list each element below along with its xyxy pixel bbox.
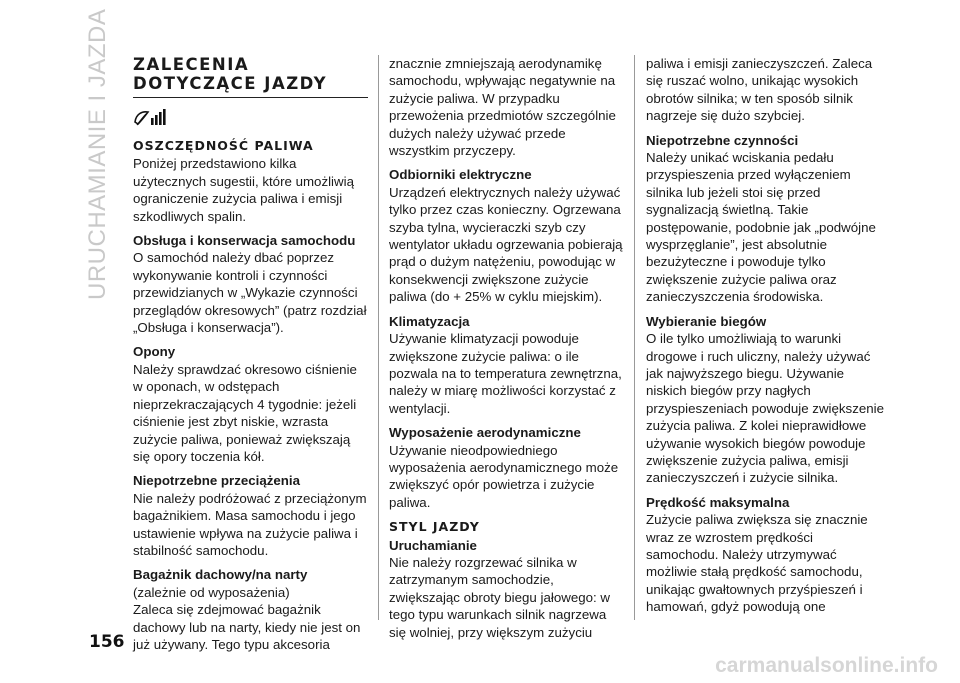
paragraph: Używanie nieodpowiedniego wyposażenia aerodynamicznego może zwiększyć opór powietrza i zużycie paliwa. bbox=[389, 442, 619, 510]
subheading: Wybieranie biegów bbox=[646, 313, 767, 329]
subheading: Niepotrzebne przeciążenia bbox=[133, 473, 300, 489]
paragraph: O samochód należy dbać poprzez wykonywanie kontroli i czynności przewidzianych w „Wykazie czynności przeglądów okresowych” (patrz rozdział „Obsługa i konserwacja”). bbox=[133, 250, 367, 336]
paragraph: paliwa i emisji zanieczyszczeń. Zaleca się ruszać wolno, unikając wysokich obrotów silnika; w ten sposób silnik nagrzeje się dużo szybciej. bbox=[646, 56, 873, 124]
eco-drive-icon bbox=[133, 107, 167, 129]
paragraph-note: (zależnie od wyposażenia) bbox=[133, 584, 290, 600]
subheading: Bagażnik dachowy/na narty bbox=[133, 567, 308, 583]
paragraph: Używanie klimatyzacji powoduje zwiększone zużycie paliwa: o ile pozwala na to temperatura zewnętrzna, należy w miarę możliwości korzystać z wentylacji. bbox=[389, 331, 622, 416]
page-title-line-1: ZALECENIA bbox=[133, 55, 250, 74]
page-title-line-2: DOTYCZĄCE JAZDY bbox=[133, 74, 328, 93]
column-2 bbox=[389, 55, 624, 648]
subheading: Obsługa i konserwacja samochodu bbox=[133, 233, 356, 249]
page-number: 156 bbox=[89, 632, 125, 652]
subheading: Niepotrzebne czynności bbox=[646, 132, 799, 148]
subheading: Prędkość maksymalna bbox=[646, 494, 790, 510]
subheading: Klimatyzacja bbox=[389, 313, 470, 329]
paragraph: Zaleca się zdejmować bagażnik dachowy lub na narty, kiedy nie jest on już używany. Tego typu akcesoria bbox=[133, 602, 361, 652]
paragraph: Urządzeń elektrycznych należy używać tylko przez czas konieczny. Ogrzewana szyba tylna, wycieraczki szyb czy wentylator układu ogrzewania pobierają prąd o dużym natężeniu, powodując w konsekwencji zwiększone zużycie paliwa (do + 25% w cyklu miejskim). bbox=[389, 184, 623, 305]
column-3 bbox=[646, 55, 886, 623]
paragraph: Nie należy rozgrzewać silnika w zatrzymanym samochodzie, zwiększając obroty biegu jałowego: w tego typu warunkach silnik nagrzewa się wolniej, przy większym zużyciu bbox=[389, 554, 610, 640]
subheading: Opony bbox=[133, 344, 176, 360]
column-1 bbox=[133, 55, 368, 660]
section-heading: OSZCZĘDNOŚĆ PALIWA bbox=[133, 138, 314, 153]
subheading: Odbiorniki elektryczne bbox=[389, 167, 532, 183]
subheading: Wyposażenie aerodynamiczne bbox=[389, 425, 581, 441]
paragraph: Nie należy podróżować z przeciążonym bagażnikiem. Masa samochodu i jego ustawienie wpływa na zużycie paliwa i stabilność samochodu. bbox=[133, 490, 367, 558]
paragraph: Zużycie paliwa zwiększa się znacznie wraz ze wzrostem prędkości samochodu. Należy utrzymywać możliwie stałą prędkość samochodu, unikając gwałtownych przyśpieszeń i hamowań, gdyż powodują one bbox=[646, 512, 868, 615]
paragraph: O ile tylko umożliwiają to warunki drogowe i ruch uliczny, należy używać jak najwyższego biegu. Używanie niskich biegów przy nagłych przyspieszeniach powoduje zwiększenie zużycia paliwa. Z kolei nieprawidłowe używanie wysokich biegów powoduje zwiększenie zużycia paliwa, emisji zanieczyszczeń i zużycie silnika. bbox=[646, 331, 884, 486]
column-divider bbox=[378, 55, 379, 620]
paragraph: Poniżej przedstawiono kilka użytecznych sugestii, które umożliwią ograniczenie zużycia paliwa i emisji szkodliwych spalin. bbox=[133, 156, 354, 224]
page-title bbox=[133, 55, 368, 98]
subheading: Uruchamianie bbox=[389, 537, 477, 553]
column-divider bbox=[634, 55, 635, 620]
paragraph: Należy sprawdzać okresowo ciśnienie w oponach, w odstępach nieprzekraczających 4 tygodnie: jeżeli ciśnienie jest zbyt niskie, wzrasta zużycie paliwa, ponieważ zwiększają się opory toczenia kół. bbox=[133, 361, 357, 464]
watermark-text: carmanualsonline.info bbox=[715, 654, 938, 677]
paragraph: znacznie zmniejszają aerodynamikę samochodu, wpływając negatywnie na zużycie paliwa. W przypadku przewożenia przedmiotów szczególnie dużych należy używać przede wszystkim przyczepy. bbox=[389, 56, 616, 159]
section-heading: STYL JAZDY bbox=[389, 519, 480, 535]
section-side-title: URUCHAMIANIE I JAZDA bbox=[84, 8, 111, 300]
paragraph: Należy unikać wciskania pedału przyspieszenia przed wyłączeniem silnika lub jeżeli stoi się przed sygnalizacją świetlną. Takie postępowanie, podobnie jak „podwójne wysprzęglanie”, jest absolutnie bezużyteczne i powoduje tylko zwiększenie zużycie paliwa oraz zanieczyszczenia środowiska. bbox=[646, 150, 876, 305]
